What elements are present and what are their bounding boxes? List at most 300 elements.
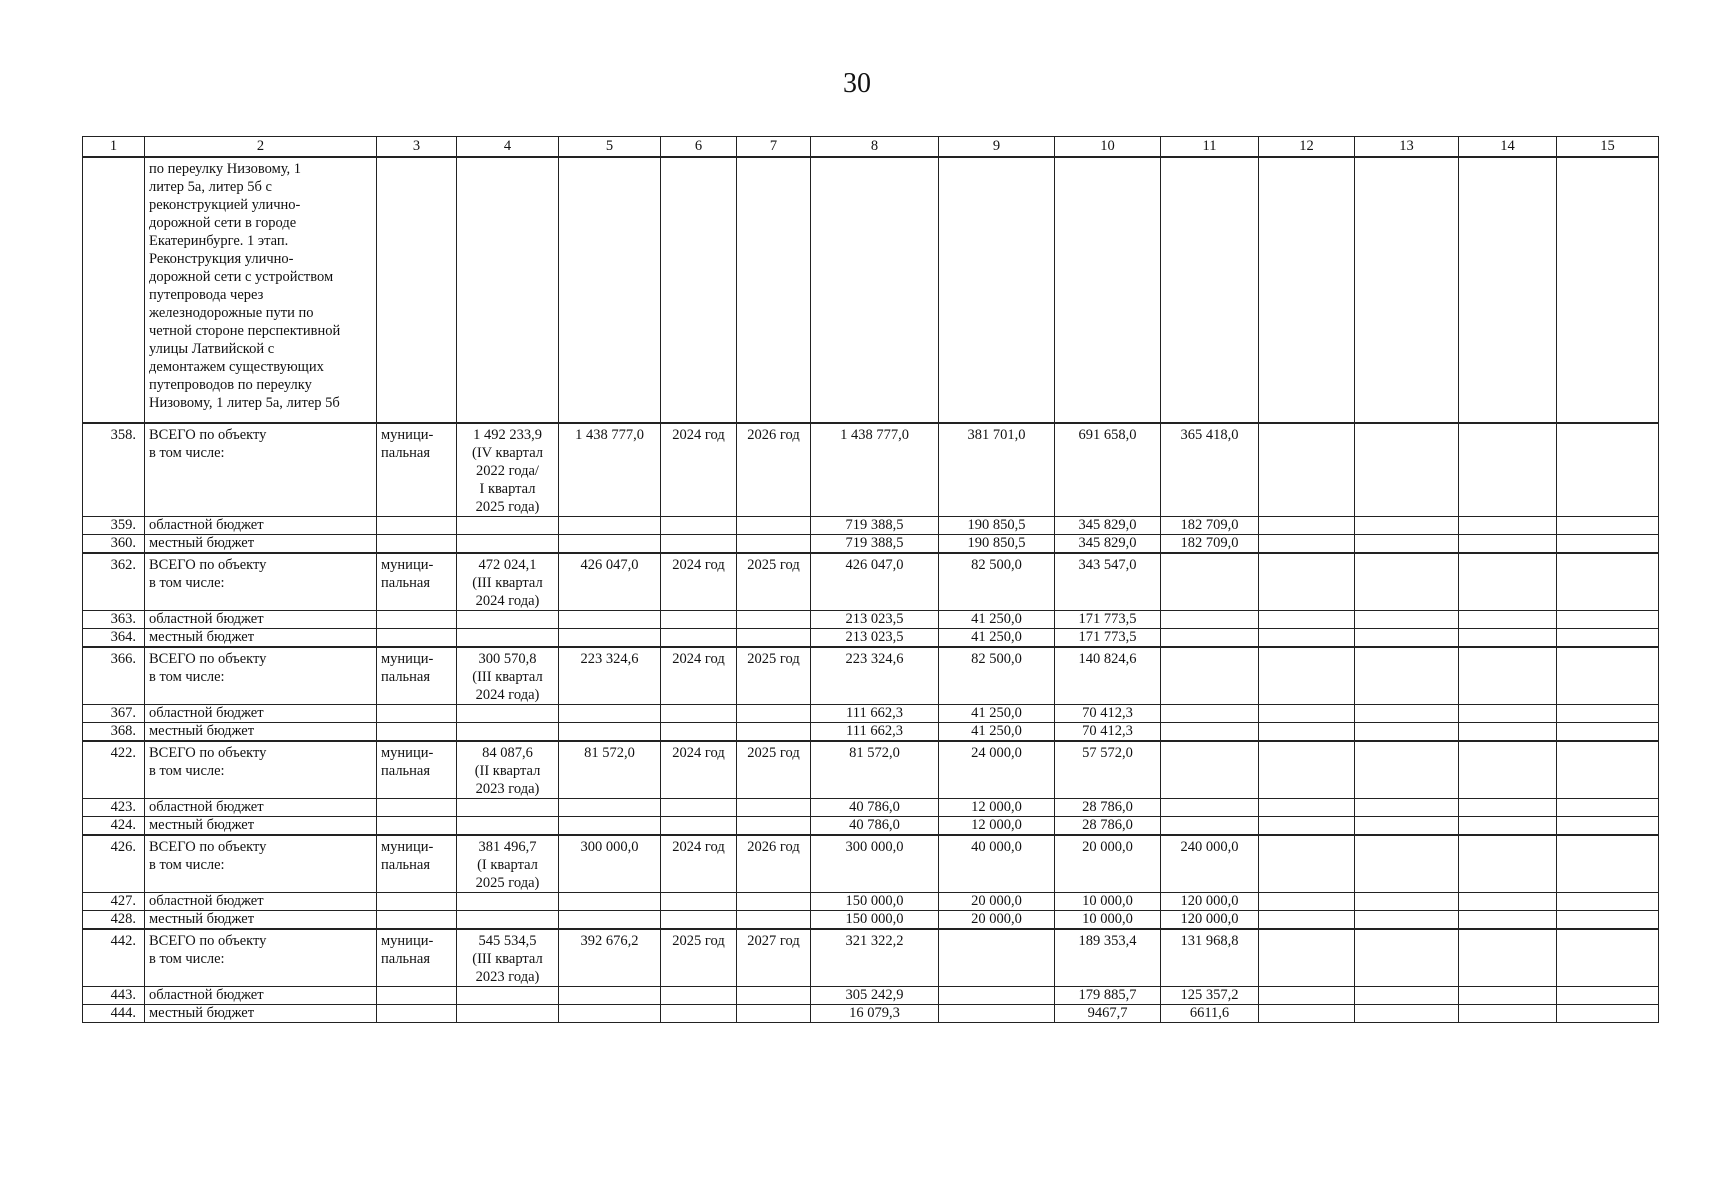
year-2024-amount: 40 000,0 — [939, 835, 1055, 893]
column-header: 8 — [811, 137, 939, 158]
empty-cell — [457, 611, 559, 629]
year-2026-amount — [1161, 723, 1259, 742]
empty-cell — [1355, 835, 1459, 893]
year-2026-amount — [1161, 647, 1259, 705]
empty-cell — [1355, 611, 1459, 629]
year-2024-amount: 41 250,0 — [939, 629, 1055, 648]
empty-cell — [1459, 835, 1557, 893]
empty-cell — [1557, 423, 1659, 517]
total-amount: 213 023,5 — [811, 611, 939, 629]
total-amount: 426 047,0 — [811, 553, 939, 611]
row-number: 366. — [83, 647, 145, 705]
empty-cell — [377, 535, 457, 554]
empty-cell — [1557, 741, 1659, 799]
column-header: 5 — [559, 137, 661, 158]
empty-cell — [457, 1005, 559, 1023]
year-2025-amount: 179 885,7 — [1055, 987, 1161, 1005]
ownership-type: муници- пальная — [377, 929, 457, 987]
empty-cell — [559, 723, 661, 742]
empty-cell — [737, 517, 811, 535]
row-number: 422. — [83, 741, 145, 799]
year-2026-amount — [1161, 817, 1259, 836]
year-2026-amount — [1161, 611, 1259, 629]
empty-cell — [661, 1005, 737, 1023]
row-label: местный бюджет — [145, 911, 377, 930]
empty-cell — [559, 611, 661, 629]
column-number-row — [83, 137, 1659, 158]
empty-cell — [737, 911, 811, 930]
year-2025-amount: 70 412,3 — [1055, 723, 1161, 742]
year-2025-amount: 70 412,3 — [1055, 705, 1161, 723]
year-2024-amount — [939, 929, 1055, 987]
column-header: 7 — [737, 137, 811, 158]
local-budget-row — [83, 911, 1659, 930]
row-label: местный бюджет — [145, 817, 377, 836]
empty-cell — [1459, 799, 1557, 817]
empty-cell — [1355, 723, 1459, 742]
column-header: 13 — [1355, 137, 1459, 158]
year-2025-amount: 343 547,0 — [1055, 553, 1161, 611]
empty-cell — [1355, 553, 1459, 611]
year-2024-amount: 190 850,5 — [939, 535, 1055, 554]
end-year: 2025 год — [737, 553, 811, 611]
year-2025-amount: 691 658,0 — [1055, 423, 1161, 517]
regional-budget-row — [83, 705, 1659, 723]
empty-cell — [1557, 1005, 1659, 1023]
start-year: 2024 год — [661, 835, 737, 893]
total-row — [83, 929, 1659, 987]
year-2026-amount — [1161, 629, 1259, 648]
row-number: 442. — [83, 929, 145, 987]
empty-cell — [1355, 799, 1459, 817]
column-header: 10 — [1055, 137, 1161, 158]
empty-cell — [1259, 423, 1355, 517]
empty-cell — [377, 705, 457, 723]
end-year: 2025 год — [737, 647, 811, 705]
row-label: ВСЕГО по объекту в том числе: — [145, 835, 377, 893]
empty-cell — [1259, 893, 1355, 911]
empty-cell — [1557, 929, 1659, 987]
empty-cell — [457, 893, 559, 911]
empty-cell — [1259, 611, 1355, 629]
empty-cell — [1355, 929, 1459, 987]
empty-cell — [1259, 911, 1355, 930]
total-amount: 719 388,5 — [811, 535, 939, 554]
start-year: 2025 год — [661, 929, 737, 987]
empty-cell — [737, 1005, 811, 1023]
row-label: областной бюджет — [145, 799, 377, 817]
year-2025-amount: 189 353,4 — [1055, 929, 1161, 987]
empty-cell — [1355, 911, 1459, 930]
year-2024-amount: 12 000,0 — [939, 817, 1055, 836]
row-label: областной бюджет — [145, 705, 377, 723]
total-row — [83, 423, 1659, 517]
empty-cell — [1259, 723, 1355, 742]
year-2026-amount — [1161, 741, 1259, 799]
row-label: местный бюджет — [145, 629, 377, 648]
year-2025-amount: 28 786,0 — [1055, 817, 1161, 836]
empty-cell — [1355, 423, 1459, 517]
year-2024-amount: 24 000,0 — [939, 741, 1055, 799]
empty-cell — [559, 535, 661, 554]
empty-cell — [377, 629, 457, 648]
year-2024-amount: 82 500,0 — [939, 647, 1055, 705]
column-header: 12 — [1259, 137, 1355, 158]
row-number: 367. — [83, 705, 145, 723]
empty-cell — [737, 705, 811, 723]
empty-cell — [1259, 1005, 1355, 1023]
empty-cell — [1259, 741, 1355, 799]
row-label: областной бюджет — [145, 893, 377, 911]
empty-cell — [1459, 705, 1557, 723]
empty-cell — [1557, 705, 1659, 723]
empty-cell — [1259, 517, 1355, 535]
year-2025-amount: 171 773,5 — [1055, 611, 1161, 629]
row-label: местный бюджет — [145, 535, 377, 554]
row-number: 427. — [83, 893, 145, 911]
empty-cell — [1355, 1005, 1459, 1023]
year-2026-amount — [1161, 705, 1259, 723]
total-amount: 150 000,0 — [811, 911, 939, 930]
empty-cell — [377, 893, 457, 911]
empty-cell — [377, 987, 457, 1005]
empty-cell — [1557, 611, 1659, 629]
row-label: областной бюджет — [145, 987, 377, 1005]
empty-cell — [1557, 817, 1659, 836]
empty-cell — [1459, 929, 1557, 987]
row-number: 424. — [83, 817, 145, 836]
year-2026-amount: 365 418,0 — [1161, 423, 1259, 517]
total-amount: 213 023,5 — [811, 629, 939, 648]
empty-cell — [661, 799, 737, 817]
empty-cell — [1259, 535, 1355, 554]
empty-cell — [661, 535, 737, 554]
empty-cell — [1459, 911, 1557, 930]
year-2026-amount: 131 968,8 — [1161, 929, 1259, 987]
empty-cell — [559, 1005, 661, 1023]
empty-cell — [1355, 741, 1459, 799]
empty-cell — [1259, 987, 1355, 1005]
empty-cell — [377, 1005, 457, 1023]
local-budget-row — [83, 723, 1659, 742]
end-year: 2026 год — [737, 835, 811, 893]
row-number: 363. — [83, 611, 145, 629]
column-header: 14 — [1459, 137, 1557, 158]
row-label: ВСЕГО по объекту в том числе: — [145, 647, 377, 705]
empty-cell — [737, 611, 811, 629]
estimated-cost: 472 024,1 (III квартал 2024 года) — [457, 553, 559, 611]
limit-value: 81 572,0 — [559, 741, 661, 799]
column-header: 6 — [661, 137, 737, 158]
year-2026-amount: 125 357,2 — [1161, 987, 1259, 1005]
empty-cell — [457, 629, 559, 648]
empty-cell — [1355, 817, 1459, 836]
empty-cell — [1459, 893, 1557, 911]
regional-budget-row — [83, 611, 1659, 629]
empty-cell — [559, 705, 661, 723]
estimated-cost: 300 570,8 (III квартал 2024 года) — [457, 647, 559, 705]
empty-cell — [661, 911, 737, 930]
empty-cell — [559, 799, 661, 817]
total-amount: 16 079,3 — [811, 1005, 939, 1023]
empty-cell — [661, 611, 737, 629]
total-amount: 40 786,0 — [811, 799, 939, 817]
empty-cell — [457, 535, 559, 554]
column-header: 3 — [377, 137, 457, 158]
empty-cell — [559, 987, 661, 1005]
start-year: 2024 год — [661, 423, 737, 517]
empty-cell — [1459, 423, 1557, 517]
end-year: 2026 год — [737, 423, 811, 517]
empty-cell — [1557, 835, 1659, 893]
empty-cell — [737, 723, 811, 742]
row-label: ВСЕГО по объекту в том числе: — [145, 929, 377, 987]
row-label: местный бюджет — [145, 1005, 377, 1023]
empty-cell — [1259, 629, 1355, 648]
empty-cell — [661, 987, 737, 1005]
local-budget-row — [83, 817, 1659, 836]
year-2025-amount: 28 786,0 — [1055, 799, 1161, 817]
total-amount: 300 000,0 — [811, 835, 939, 893]
empty-cell — [1355, 705, 1459, 723]
empty-cell — [1259, 799, 1355, 817]
row-number: 359. — [83, 517, 145, 535]
row-label: местный бюджет — [145, 723, 377, 742]
empty-cell — [377, 723, 457, 742]
total-amount: 111 662,3 — [811, 723, 939, 742]
row-label: областной бюджет — [145, 517, 377, 535]
column-header: 9 — [939, 137, 1055, 158]
empty-cell — [1557, 517, 1659, 535]
empty-cell — [377, 799, 457, 817]
row-number: 444. — [83, 1005, 145, 1023]
empty-cell — [457, 817, 559, 836]
empty-cell — [457, 987, 559, 1005]
empty-cell — [1557, 629, 1659, 648]
empty-cell — [1459, 647, 1557, 705]
start-year: 2024 год — [661, 741, 737, 799]
empty-cell — [559, 911, 661, 930]
empty-cell — [737, 987, 811, 1005]
empty-cell — [661, 817, 737, 836]
row-number: 358. — [83, 423, 145, 517]
empty-cell — [1459, 723, 1557, 742]
empty-cell — [457, 517, 559, 535]
empty-cell — [1259, 705, 1355, 723]
empty-cell — [559, 817, 661, 836]
empty-cell — [1259, 553, 1355, 611]
empty-cell — [737, 535, 811, 554]
total-amount: 305 242,9 — [811, 987, 939, 1005]
empty-cell — [1459, 1005, 1557, 1023]
row-label: областной бюджет — [145, 611, 377, 629]
regional-budget-row — [83, 799, 1659, 817]
total-row — [83, 553, 1659, 611]
estimated-cost: 84 087,6 (II квартал 2023 года) — [457, 741, 559, 799]
limit-value: 392 676,2 — [559, 929, 661, 987]
total-amount: 40 786,0 — [811, 817, 939, 836]
end-year: 2025 год — [737, 741, 811, 799]
row-number: 362. — [83, 553, 145, 611]
row-number: 368. — [83, 723, 145, 742]
empty-cell — [1259, 835, 1355, 893]
year-2025-amount: 140 824,6 — [1055, 647, 1161, 705]
year-2024-amount: 41 250,0 — [939, 705, 1055, 723]
local-budget-row — [83, 629, 1659, 648]
empty-cell — [1557, 799, 1659, 817]
ownership-type: муници- пальная — [377, 553, 457, 611]
row-number: 426. — [83, 835, 145, 893]
empty-cell — [1259, 929, 1355, 987]
row-label: ВСЕГО по объекту в том числе: — [145, 553, 377, 611]
empty-cell — [377, 517, 457, 535]
year-2024-amount: 12 000,0 — [939, 799, 1055, 817]
budget-table — [82, 136, 1659, 1023]
empty-cell — [661, 517, 737, 535]
empty-cell — [1459, 817, 1557, 836]
empty-cell — [1355, 517, 1459, 535]
empty-cell — [377, 911, 457, 930]
empty-cell — [1557, 987, 1659, 1005]
empty-cell — [737, 817, 811, 836]
limit-value: 426 047,0 — [559, 553, 661, 611]
empty-cell — [559, 517, 661, 535]
ownership-type: муници- пальная — [377, 647, 457, 705]
total-amount: 111 662,3 — [811, 705, 939, 723]
empty-cell — [457, 705, 559, 723]
empty-cell — [559, 629, 661, 648]
local-budget-row — [83, 1005, 1659, 1023]
year-2024-amount: 82 500,0 — [939, 553, 1055, 611]
column-header: 2 — [145, 137, 377, 158]
empty-cell — [1557, 535, 1659, 554]
empty-cell — [661, 629, 737, 648]
total-amount: 150 000,0 — [811, 893, 939, 911]
total-amount: 1 438 777,0 — [811, 423, 939, 517]
column-header: 1 — [83, 137, 145, 158]
total-row — [83, 647, 1659, 705]
ownership-type: муници- пальная — [377, 741, 457, 799]
start-year: 2024 год — [661, 553, 737, 611]
empty-cell — [661, 705, 737, 723]
total-amount: 719 388,5 — [811, 517, 939, 535]
year-2025-amount: 20 000,0 — [1055, 835, 1161, 893]
year-2024-amount — [939, 987, 1055, 1005]
empty-cell — [1557, 553, 1659, 611]
start-year: 2024 год — [661, 647, 737, 705]
empty-cell — [737, 629, 811, 648]
empty-cell — [1459, 517, 1557, 535]
regional-budget-row — [83, 517, 1659, 535]
year-2026-amount: 240 000,0 — [1161, 835, 1259, 893]
empty-cell — [1459, 629, 1557, 648]
empty-cell — [1355, 629, 1459, 648]
empty-cell — [1259, 647, 1355, 705]
empty-cell — [377, 817, 457, 836]
limit-value: 223 324,6 — [559, 647, 661, 705]
estimated-cost: 545 534,5 (III квартал 2023 года) — [457, 929, 559, 987]
total-amount: 321 322,2 — [811, 929, 939, 987]
row-number: 423. — [83, 799, 145, 817]
year-2025-amount: 171 773,5 — [1055, 629, 1161, 648]
estimated-cost: 1 492 233,9 (IV квартал 2022 года/ I квартал 2025 года) — [457, 423, 559, 517]
regional-budget-row — [83, 987, 1659, 1005]
year-2024-amount: 20 000,0 — [939, 893, 1055, 911]
empty-cell — [1459, 553, 1557, 611]
row-number: 443. — [83, 987, 145, 1005]
year-2026-amount: 182 709,0 — [1161, 517, 1259, 535]
empty-cell — [457, 911, 559, 930]
empty-cell — [737, 893, 811, 911]
total-row — [83, 835, 1659, 893]
empty-cell — [457, 723, 559, 742]
limit-value: 300 000,0 — [559, 835, 661, 893]
empty-cell — [661, 893, 737, 911]
year-2025-amount: 10 000,0 — [1055, 911, 1161, 930]
intro-row — [83, 157, 1659, 423]
empty-cell — [661, 723, 737, 742]
table-body — [83, 157, 1659, 1023]
year-2026-amount — [1161, 553, 1259, 611]
empty-cell — [457, 799, 559, 817]
ownership-type: муници- пальная — [377, 423, 457, 517]
empty-cell — [1459, 535, 1557, 554]
empty-cell — [1459, 987, 1557, 1005]
local-budget-row — [83, 535, 1659, 554]
empty-cell — [1355, 893, 1459, 911]
estimated-cost: 381 496,7 (I квартал 2025 года) — [457, 835, 559, 893]
empty-cell — [1355, 535, 1459, 554]
total-row — [83, 741, 1659, 799]
year-2024-amount: 190 850,5 — [939, 517, 1055, 535]
total-amount: 81 572,0 — [811, 741, 939, 799]
year-2025-amount: 9467,7 — [1055, 1005, 1161, 1023]
year-2026-amount: 120 000,0 — [1161, 893, 1259, 911]
empty-cell — [1259, 817, 1355, 836]
year-2026-amount: 120 000,0 — [1161, 911, 1259, 930]
year-2024-amount: 41 250,0 — [939, 611, 1055, 629]
regional-budget-row — [83, 893, 1659, 911]
year-2026-amount: 6611,6 — [1161, 1005, 1259, 1023]
empty-cell — [1355, 987, 1459, 1005]
year-2024-amount — [939, 1005, 1055, 1023]
year-2024-amount: 20 000,0 — [939, 911, 1055, 930]
empty-cell — [737, 799, 811, 817]
year-2024-amount: 381 701,0 — [939, 423, 1055, 517]
column-header: 4 — [457, 137, 559, 158]
end-year: 2027 год — [737, 929, 811, 987]
empty-cell — [377, 611, 457, 629]
row-number: 360. — [83, 535, 145, 554]
column-header: 15 — [1557, 137, 1659, 158]
empty-cell — [1355, 647, 1459, 705]
empty-cell — [1557, 647, 1659, 705]
ownership-type: муници- пальная — [377, 835, 457, 893]
empty-cell — [1557, 893, 1659, 911]
empty-cell — [1557, 723, 1659, 742]
row-number: 428. — [83, 911, 145, 930]
year-2024-amount: 41 250,0 — [939, 723, 1055, 742]
budget-table-container — [82, 136, 1658, 1023]
limit-value: 1 438 777,0 — [559, 423, 661, 517]
row-label: ВСЕГО по объекту в том числе: — [145, 423, 377, 517]
year-2025-amount: 10 000,0 — [1055, 893, 1161, 911]
empty-cell — [1557, 911, 1659, 930]
empty-cell — [559, 893, 661, 911]
year-2025-amount: 345 829,0 — [1055, 517, 1161, 535]
empty-cell — [1459, 741, 1557, 799]
empty-cell — [1459, 611, 1557, 629]
